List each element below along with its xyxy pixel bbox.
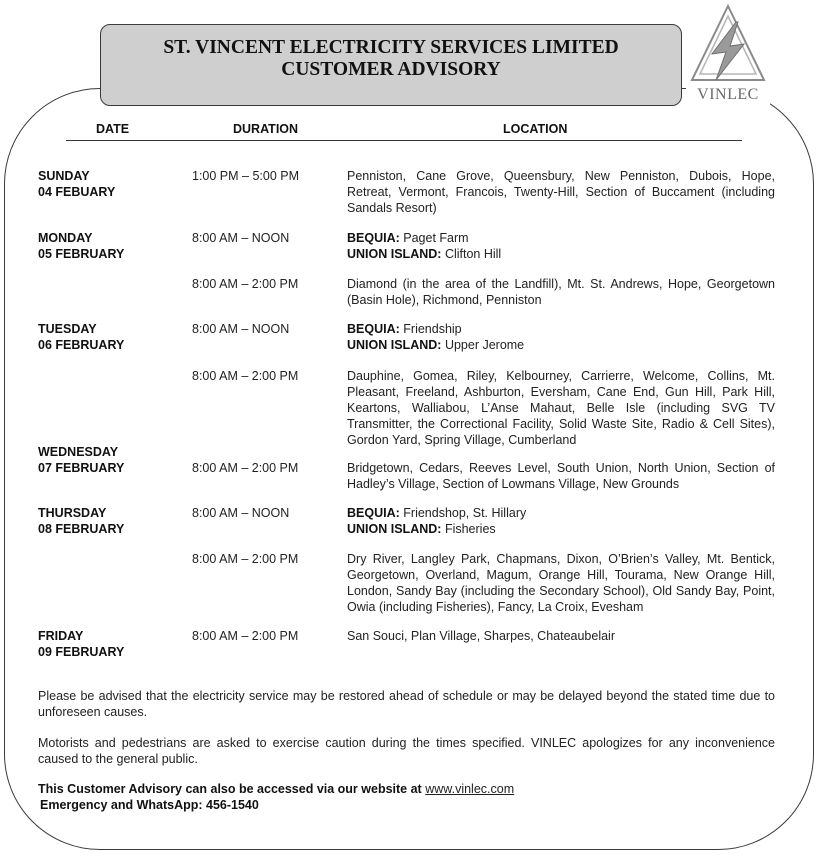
schedule-location: San Souci, Plan Village, Sharpes, Chateaubelair (347, 629, 615, 643)
schedule-day: THURSDAY 08 FEBRUARY (38, 506, 125, 536)
schedule-location: BEQUIA: Friendship UNION ISLAND: Upper Jerome (347, 322, 525, 352)
schedule-location: Bridgetown, Cedars, Reeves Level, South Union, North Union, Section of Hadley’s Village, Section of Lowmans Village, New Grounds (347, 461, 775, 491)
schedule-duration: 8:00 AM – NOON (192, 231, 290, 245)
schedule-duration: 8:00 AM – 2:00 PM (192, 552, 299, 566)
schedule-location: BEQUIA: Paget Farm UNION ISLAND: Clifton Hill (347, 231, 502, 261)
website-notice: This Customer Advisory can also be accessed via our website at www.vinlec.com Emergency and WhatsApp: 456-1540 (38, 782, 515, 812)
schedule-duration: 8:00 AM – 2:00 PM (192, 277, 299, 291)
schedule-location: Penniston, Cane Grove, Queensbury, New Penniston, Dubois, Hope, Retreat, Vermont, Francois, Twenty-Hill, Section of Buccament (including Sandals Resort) (347, 169, 775, 215)
schedule-duration: 8:00 AM – 2:00 PM (192, 629, 299, 643)
vinlec-logo (686, 2, 770, 106)
schedule-location: BEQUIA: Friendshop, St. Hillary UNION ISLAND: Fisheries (347, 506, 527, 536)
column-header-date: DATE (96, 122, 130, 136)
lightning-triangle-icon (686, 2, 770, 86)
schedule-day: MONDAY 05 FEBRUARY (38, 231, 125, 261)
emergency-contact: Emergency and WhatsApp: 456-1540 (40, 798, 259, 812)
schedule-day: SUNDAY 04 FEBUARY (38, 169, 116, 199)
schedule-location: Dauphine, Gomea, Riley, Kelbourney, Carrierre, Welcome, Collins, Mt. Pleasant, Freeland, Ashburton, Eversham, Cane End, Gun Hill, Park Hill, Keartons, Walliabou, L’Anse Mahaut, Belle Isle (including SVG TV Transmitter, the Correctional Facility, Solid Waste Site, Radio & Cell Sites), Gordon Yard, Spring Village, Cumberland (347, 369, 775, 447)
schedule-day: TUESDAY 06 FEBRUARY (38, 322, 125, 352)
column-header-location: LOCATION (503, 122, 568, 136)
schedule-duration: 8:00 AM – 2:00 PM (192, 369, 299, 383)
logo-text: VINLEC (697, 86, 759, 103)
header-rule (66, 140, 742, 141)
schedule-location: Dry River, Langley Park, Chapmans, Dixon, O’Brien’s Valley, Mt. Bentick, Georgetown, Overland, Magum, Orange Hill, Tourama, New Orange Hill, London, Sandy Bay (including the Secondary School), Old Sandy Bay, Point, Owia (including Fisheries), Fancy, La Croix, Evesham (347, 552, 775, 614)
column-header-duration: DURATION (233, 122, 299, 136)
website-link[interactable]: www.vinlec.com (425, 782, 515, 796)
schedule-location: Diamond (in the area of the Landfill), Mt. St. Andrews, Hope, Georgetown (Basin Hole), Richmond, Penniston (347, 277, 775, 307)
schedule-day: FRIDAY 09 FEBRUARY (38, 629, 125, 659)
restore-notice: Please be advised that the electricity service may be restored ahead of schedule or may be delayed beyond the stated time due to unforeseen causes. (38, 689, 775, 719)
schedule-duration: 8:00 AM – NOON (192, 322, 290, 336)
advisory-title: CUSTOMER ADVISORY (281, 59, 501, 80)
schedule-duration: 8:00 AM – NOON (192, 506, 290, 520)
caution-notice: Motorists and pedestrians are asked to exercise caution during the times specified. VINLEC apologizes for any inconvenience caused to the general public. (38, 736, 775, 766)
schedule-day: WEDNESDAY 07 FEBRUARY (38, 445, 125, 475)
company-name: ST. VINCENT ELECTRICITY SERVICES LIMITED (163, 37, 619, 58)
schedule-duration: 1:00 PM – 5:00 PM (192, 169, 300, 183)
schedule-duration: 8:00 AM – 2:00 PM (192, 461, 299, 475)
advisory-header (100, 24, 682, 106)
